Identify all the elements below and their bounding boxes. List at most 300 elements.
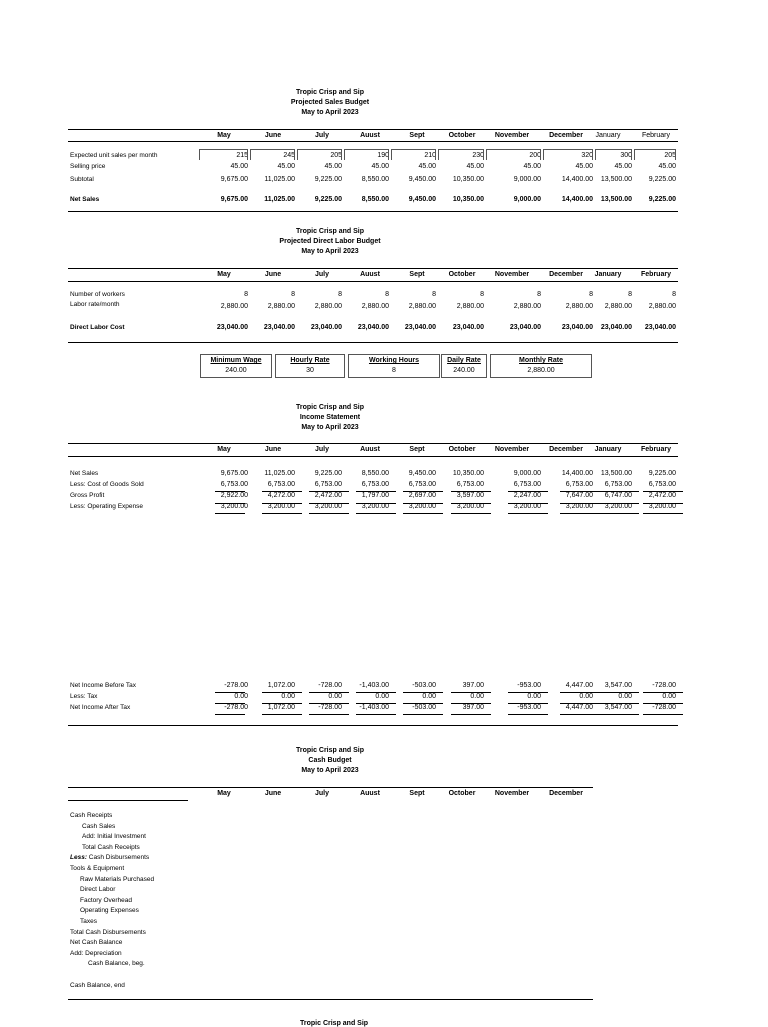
- underline-rule: [508, 513, 548, 514]
- cell-value: 45.00: [614, 162, 632, 170]
- cell-value: 2,697.00: [408, 492, 436, 499]
- cell-value: 9,225.00: [648, 176, 676, 183]
- month-header-6: November: [494, 790, 530, 797]
- cell-value: 8: [338, 291, 342, 298]
- underline-rule: [309, 692, 349, 693]
- cell-value: 13,500.00: [600, 176, 632, 183]
- wage-header: Minimum Wage: [210, 357, 262, 364]
- sales-budget-title-block: [200, 88, 460, 118]
- cell-value: 8,550.00: [361, 196, 389, 203]
- underline-rule: [215, 714, 245, 715]
- cell-value: 7,647.00: [565, 492, 593, 499]
- underline-rule: [508, 491, 548, 492]
- cell-value: -728.00: [652, 682, 676, 689]
- underline-rule: [599, 503, 639, 504]
- cell-value: 6,753.00: [648, 481, 676, 488]
- row-label: Labor rate/month: [70, 301, 120, 308]
- row-label: Less: Operating Expense: [70, 503, 143, 510]
- cell-value: 6,753.00: [267, 481, 295, 488]
- cell-value: 9,225.00: [314, 196, 342, 203]
- cell-value: 9,000.00: [513, 470, 541, 477]
- cell-value: 2,880.00: [604, 303, 632, 310]
- cell-value: -1,403.00: [359, 704, 389, 711]
- cell-value: 45.00: [658, 162, 676, 170]
- cash-budget-item: Operating Expenses: [80, 907, 139, 915]
- cell-value: 2,247.00: [513, 492, 541, 499]
- underline-rule: [356, 703, 396, 704]
- cell-value: 11,025.00: [264, 176, 295, 183]
- cell-value: 0.00: [234, 693, 248, 700]
- cash-budget-item: Add: Initial Investment: [82, 833, 146, 841]
- cell-value: 45.00: [418, 162, 436, 170]
- cell-value: 6,753.00: [408, 481, 436, 488]
- cell-value: 205: [330, 152, 342, 159]
- underline-rule: [451, 714, 491, 715]
- wage-value: 240.00: [453, 367, 475, 374]
- cell-value: 0.00: [328, 693, 342, 700]
- underline-rule: [599, 491, 639, 492]
- row-label: Direct Labor Cost: [70, 324, 125, 331]
- cell-value: 23,040.00: [600, 324, 632, 331]
- row-label: Less: Cost of Goods Sold: [70, 481, 144, 488]
- row-label: Net Sales: [70, 470, 99, 477]
- month-header-2: July: [314, 271, 329, 278]
- cell-value: 14,400.00: [561, 470, 593, 477]
- cell-value: 9,225.00: [648, 196, 676, 203]
- underline-rule: [309, 491, 349, 492]
- wage-header: Hourly Rate: [290, 357, 330, 364]
- unit-sales-cell-border: [543, 149, 593, 160]
- cell-value: 9,675.00: [220, 176, 248, 183]
- underline-rule: [643, 714, 683, 715]
- cell-value: 6,753.00: [220, 481, 248, 488]
- cell-value: 23,040.00: [216, 324, 248, 331]
- cell-value: 14,400.00: [561, 196, 593, 203]
- cell-value: 0.00: [375, 693, 389, 700]
- underline-rule: [215, 513, 245, 514]
- underline-rule: [451, 491, 491, 492]
- underline-rule: [451, 503, 491, 504]
- cell-value: 8: [589, 291, 593, 298]
- underline-rule: [403, 714, 443, 715]
- cell-value: 2,880.00: [648, 303, 676, 310]
- cell-value: 1,797.00: [361, 492, 389, 499]
- cell-value: 3,597.00: [456, 492, 484, 499]
- underline-rule: [309, 503, 349, 504]
- month-header-4: Sept: [409, 790, 425, 797]
- wage-header: Working Hours: [368, 357, 420, 364]
- income-title-block: [200, 403, 460, 433]
- cash-budget-item: Cash Sales: [82, 822, 116, 830]
- month-header-7: December: [549, 790, 583, 797]
- underline-rule: [508, 692, 548, 693]
- cash-budget-item: Raw Materials Purchased: [80, 875, 155, 883]
- underline-rule: [560, 714, 600, 715]
- underline-rule: [262, 703, 302, 704]
- cell-value: 2,880.00: [456, 303, 484, 310]
- month-header-2: July: [314, 446, 329, 453]
- cell-value: 320: [581, 152, 593, 159]
- month-header-1: June: [264, 132, 282, 139]
- cell-value: 23,040.00: [452, 324, 484, 331]
- underline-rule: [403, 692, 443, 693]
- cell-value: 6,747.00: [604, 492, 632, 499]
- cell-value: 9,225.00: [314, 470, 342, 477]
- cell-value: 3,200.00: [513, 503, 541, 510]
- cell-value: 8: [480, 291, 484, 298]
- month-header-5: October: [448, 790, 476, 797]
- cell-value: 245: [283, 152, 295, 159]
- cash-budget-item: Add: Depreciation: [70, 949, 122, 957]
- income-header-top-rule: [68, 443, 678, 444]
- row-label: Subtotal: [70, 176, 94, 183]
- underline-rule: [560, 703, 600, 704]
- underline-rule: [560, 692, 600, 693]
- sales-budget-title: Projected Sales Budget: [290, 99, 370, 106]
- underline-rule: [599, 513, 639, 514]
- labor-budget-title-block: [200, 227, 460, 257]
- month-header-5: October: [448, 132, 476, 139]
- cell-value: 9,225.00: [648, 470, 676, 477]
- cell-value: 190: [377, 152, 389, 159]
- cell-value: 0.00: [618, 693, 632, 700]
- month-header-7: December: [549, 271, 583, 278]
- cell-value: 6,753.00: [565, 481, 593, 488]
- cell-value: 23,040.00: [561, 324, 593, 331]
- month-header-7: December: [549, 446, 583, 453]
- cell-value: 2,472.00: [314, 492, 342, 499]
- sales-header-top-rule: [68, 129, 678, 130]
- cell-value: 4,447.00: [565, 682, 593, 689]
- company-name: Tropic Crisp and Sip: [295, 747, 365, 754]
- cell-value: -728.00: [652, 704, 676, 711]
- underline-rule: [643, 491, 683, 492]
- unit-sales-cell-border: [250, 149, 295, 160]
- next-page-title-fragment: Tropic Crisp and Sip: [300, 1020, 369, 1027]
- row-label: Gross Profit: [70, 492, 105, 499]
- month-header-8: January: [594, 271, 622, 278]
- underline-rule: [451, 513, 491, 514]
- cell-value: 9,450.00: [408, 196, 436, 203]
- month-header-3: Auust: [360, 790, 380, 797]
- cash-budget-item: Tools & Equipment: [70, 865, 125, 872]
- cash-title-block: [200, 746, 460, 776]
- underline-rule: [403, 491, 443, 492]
- month-header-2: July: [314, 790, 329, 797]
- cell-value: 3,547.00: [604, 682, 632, 689]
- row-label: Selling price: [70, 162, 106, 170]
- month-header-9: February: [641, 446, 671, 453]
- underline-rule: [309, 513, 349, 514]
- cell-value: 45.00: [371, 162, 389, 170]
- cell-value: 10,350.00: [452, 196, 484, 203]
- underline-rule: [643, 692, 683, 693]
- cell-value: 2,472.00: [648, 492, 676, 499]
- cell-value: 1,072.00: [267, 704, 295, 711]
- cell-value: 0.00: [470, 693, 484, 700]
- month-header-6: November: [494, 446, 530, 453]
- underline-rule: [356, 503, 396, 504]
- cell-value: -728.00: [318, 704, 342, 711]
- cell-value: 8: [244, 291, 248, 298]
- income-header-bottom-rule: [68, 456, 678, 457]
- underline-rule: [599, 703, 639, 704]
- underline-rule: [643, 703, 683, 704]
- cell-value: 230: [472, 152, 484, 159]
- month-header-4: Sept: [409, 132, 425, 139]
- underline-rule: [309, 703, 349, 704]
- cell-value: 210: [424, 152, 436, 159]
- unit-sales-cell-border: [391, 149, 436, 160]
- cell-value: 9,675.00: [220, 470, 248, 477]
- month-header-7: December: [549, 132, 583, 139]
- cell-value: 10,350.00: [452, 470, 484, 477]
- underline-rule: [451, 703, 491, 704]
- row-label: Net Sales: [70, 196, 100, 203]
- month-header-3: Auust: [360, 132, 380, 139]
- unit-sales-cell-border: [199, 149, 248, 160]
- cell-value: 9,450.00: [408, 176, 436, 183]
- underline-rule: [356, 513, 396, 514]
- cell-value: 6,753.00: [513, 481, 541, 488]
- cell-value: -953.00: [517, 704, 541, 711]
- cell-value: 45.00: [466, 162, 484, 170]
- month-header-8: January: [594, 446, 622, 453]
- cell-value: 8: [291, 291, 295, 298]
- cell-value: -1,403.00: [359, 682, 389, 689]
- cell-value: 0.00: [662, 693, 676, 700]
- underline-rule: [309, 714, 349, 715]
- cell-value: 23,040.00: [310, 324, 342, 331]
- month-header-8: January: [595, 132, 621, 139]
- cell-value: 6,753.00: [456, 481, 484, 488]
- cell-value: 3,200.00: [267, 503, 295, 510]
- cell-value: 45.00: [523, 162, 541, 170]
- cell-value: 8: [385, 291, 389, 298]
- cell-value: 0.00: [422, 693, 436, 700]
- month-header-9: February: [641, 271, 671, 278]
- cell-value: 3,200.00: [456, 503, 484, 510]
- underline-rule: [643, 503, 683, 504]
- cell-value: 3,200.00: [604, 503, 632, 510]
- period: May to April 2023: [301, 424, 359, 431]
- underline-rule: [356, 692, 396, 693]
- underline-rule: [356, 714, 396, 715]
- underline-rule: [403, 703, 443, 704]
- wage-value: 2,880.00: [527, 367, 555, 374]
- month-header-3: Auust: [360, 271, 380, 278]
- month-header-0: May: [217, 132, 231, 139]
- sales-header-bottom-rule: [68, 141, 678, 142]
- cell-value: 9,450.00: [408, 470, 436, 477]
- labor-header-bottom-rule: [68, 281, 678, 282]
- wage-header: Daily Rate: [447, 357, 481, 364]
- month-header-0: May: [217, 790, 231, 797]
- cell-value: 0.00: [579, 693, 593, 700]
- month-header-1: June: [264, 271, 282, 278]
- cell-value: -503.00: [412, 682, 436, 689]
- cell-value: 0.00: [281, 693, 295, 700]
- underline-rule: [560, 513, 600, 514]
- cell-value: 45.00: [277, 162, 295, 170]
- underline-rule: [262, 714, 302, 715]
- underline-rule: [262, 692, 302, 693]
- month-header-6: November: [494, 271, 530, 278]
- cash-budget-item: Cash Balance, beg.: [88, 960, 145, 968]
- month-header-4: Sept: [409, 446, 425, 453]
- cash-budget-item: Factory Overhead: [80, 896, 133, 904]
- cell-value: 3,200.00: [408, 503, 436, 510]
- underline-rule: [508, 703, 548, 704]
- cell-value: 1,072.00: [267, 682, 295, 689]
- month-header-1: June: [264, 446, 282, 453]
- underline-rule: [560, 503, 600, 504]
- row-label: Net Income Before Tax: [70, 682, 136, 689]
- underline-rule: [215, 703, 245, 704]
- wage-value: 240.00: [225, 367, 247, 374]
- underline-rule: [508, 714, 548, 715]
- underline-rule: [508, 503, 548, 504]
- cell-value: 8,550.00: [361, 176, 389, 183]
- unit-sales-cell-border: [344, 149, 389, 160]
- month-header-2: July: [314, 132, 329, 139]
- cash-budget-item: Cash Receipts: [70, 812, 113, 819]
- cell-value: -278.00: [224, 682, 248, 689]
- cell-value: 9,000.00: [513, 196, 541, 203]
- cell-value: 13,500.00: [600, 470, 632, 477]
- month-header-0: May: [217, 271, 231, 278]
- cell-value: 23,040.00: [644, 324, 676, 331]
- cash-budget-item: Direct Labor: [80, 886, 116, 894]
- cell-value: 300: [620, 152, 632, 159]
- cell-value: 10,350.00: [452, 176, 484, 183]
- underline-rule: [403, 513, 443, 514]
- cell-value: 9,225.00: [314, 176, 342, 183]
- month-header-4: Sept: [409, 271, 425, 278]
- month-header-3: Auust: [360, 446, 380, 453]
- cell-value: 2,880.00: [513, 303, 541, 310]
- cell-value: 215: [236, 152, 248, 159]
- cell-value: 8: [672, 291, 676, 298]
- wage-value: 30: [306, 367, 314, 374]
- row-label: Number of workers: [70, 291, 125, 298]
- cell-value: 2,880.00: [408, 303, 436, 310]
- income-statement-title: Income Statement: [299, 414, 361, 421]
- cell-value: 200: [529, 152, 541, 159]
- cell-value: 8: [628, 291, 632, 298]
- cash-header-top-rule: [68, 787, 593, 788]
- cell-value: 2,880.00: [267, 303, 295, 310]
- cell-value: -728.00: [318, 682, 342, 689]
- unit-sales-cell-border: [634, 149, 676, 160]
- cell-value: 11,025.00: [264, 196, 295, 203]
- row-label: Expected unit sales per month: [70, 152, 158, 159]
- cell-value: 9,675.00: [220, 196, 248, 203]
- cell-value: 4,447.00: [565, 704, 593, 711]
- underline-rule: [215, 503, 245, 504]
- labor-budget-title: Projected Direct Labor Budget: [279, 238, 381, 245]
- labor-bottom-rule: [68, 342, 678, 343]
- cash-bottom-rule: [68, 999, 593, 1000]
- income-bottom-rule: [68, 725, 678, 726]
- month-header-1: June: [264, 790, 282, 797]
- cash-budget-item: Total Cash Receipts: [82, 843, 140, 851]
- unit-sales-cell-border: [595, 149, 632, 160]
- unit-sales-cell-border: [486, 149, 541, 160]
- cash-budget-item: Net Cash Balance: [70, 939, 123, 947]
- underline-rule: [215, 692, 245, 693]
- cell-value: -278.00: [224, 704, 248, 711]
- month-header-9: February: [641, 132, 670, 139]
- cash-budget-item: Taxes: [80, 918, 97, 925]
- cash-header-bottom-rule: [68, 800, 188, 801]
- month-header-0: May: [217, 446, 231, 453]
- underline-rule: [451, 692, 491, 693]
- cell-value: 45.00: [575, 162, 593, 170]
- cell-value: 397.00: [462, 682, 484, 689]
- row-label: Less: Tax: [70, 693, 98, 700]
- cell-value: 11,025.00: [264, 470, 295, 477]
- cell-value: 2,922.00: [220, 492, 248, 499]
- underline-rule: [560, 491, 600, 492]
- cash-budget-item: Total Cash Disbursements: [70, 928, 146, 936]
- cell-value: 23,040.00: [404, 324, 436, 331]
- cell-value: 3,547.00: [604, 704, 632, 711]
- cell-value: 3,200.00: [220, 503, 248, 510]
- cell-value: 23,040.00: [357, 324, 389, 331]
- cell-value: 6,753.00: [361, 481, 389, 488]
- cash-budget-item: Cash Balance, end: [70, 981, 125, 989]
- cell-value: 205: [664, 152, 676, 159]
- cell-value: 3,200.00: [314, 503, 342, 510]
- cash-budget-item: Less: Cash Disbursements: [70, 854, 150, 862]
- cell-value: 397.00: [462, 704, 484, 711]
- underline-rule: [643, 513, 683, 514]
- company-name: Tropic Crisp and Sip: [295, 404, 365, 411]
- period: May to April 2023: [301, 248, 359, 255]
- cell-value: 4,272.00: [267, 492, 295, 499]
- cell-value: 9,000.00: [513, 176, 541, 183]
- cell-value: 3,200.00: [565, 503, 593, 510]
- labor-header-top-rule: [68, 268, 678, 269]
- underline-rule: [599, 692, 639, 693]
- cell-value: 45.00: [324, 162, 342, 170]
- cell-value: 6,753.00: [314, 481, 342, 488]
- month-header-6: November: [494, 132, 530, 139]
- wage-value: 8: [392, 367, 396, 374]
- cell-value: 3,200.00: [361, 503, 389, 510]
- cell-value: 2,880.00: [220, 303, 248, 310]
- period: May to April 2023: [301, 767, 359, 774]
- company-name: Tropic Crisp and Sip: [295, 228, 365, 235]
- company-name: Tropic Crisp and Sip: [295, 89, 365, 96]
- underline-rule: [215, 491, 245, 492]
- cell-value: 13,500.00: [600, 196, 632, 203]
- cell-value: -953.00: [517, 682, 541, 689]
- cell-value: 2,880.00: [314, 303, 342, 310]
- cell-value: 8,550.00: [361, 470, 389, 477]
- cash-budget-title: Cash Budget: [308, 757, 352, 764]
- cell-value: 6,753.00: [604, 481, 632, 488]
- cell-value: 45.00: [230, 162, 248, 170]
- row-label: Net Income After Tax: [70, 704, 131, 711]
- month-header-5: October: [448, 446, 476, 453]
- cell-value: 8: [537, 291, 541, 298]
- unit-sales-cell-border: [438, 149, 484, 160]
- underline-rule: [356, 491, 396, 492]
- cell-value: 14,400.00: [561, 176, 593, 183]
- cell-value: 2,880.00: [361, 303, 389, 310]
